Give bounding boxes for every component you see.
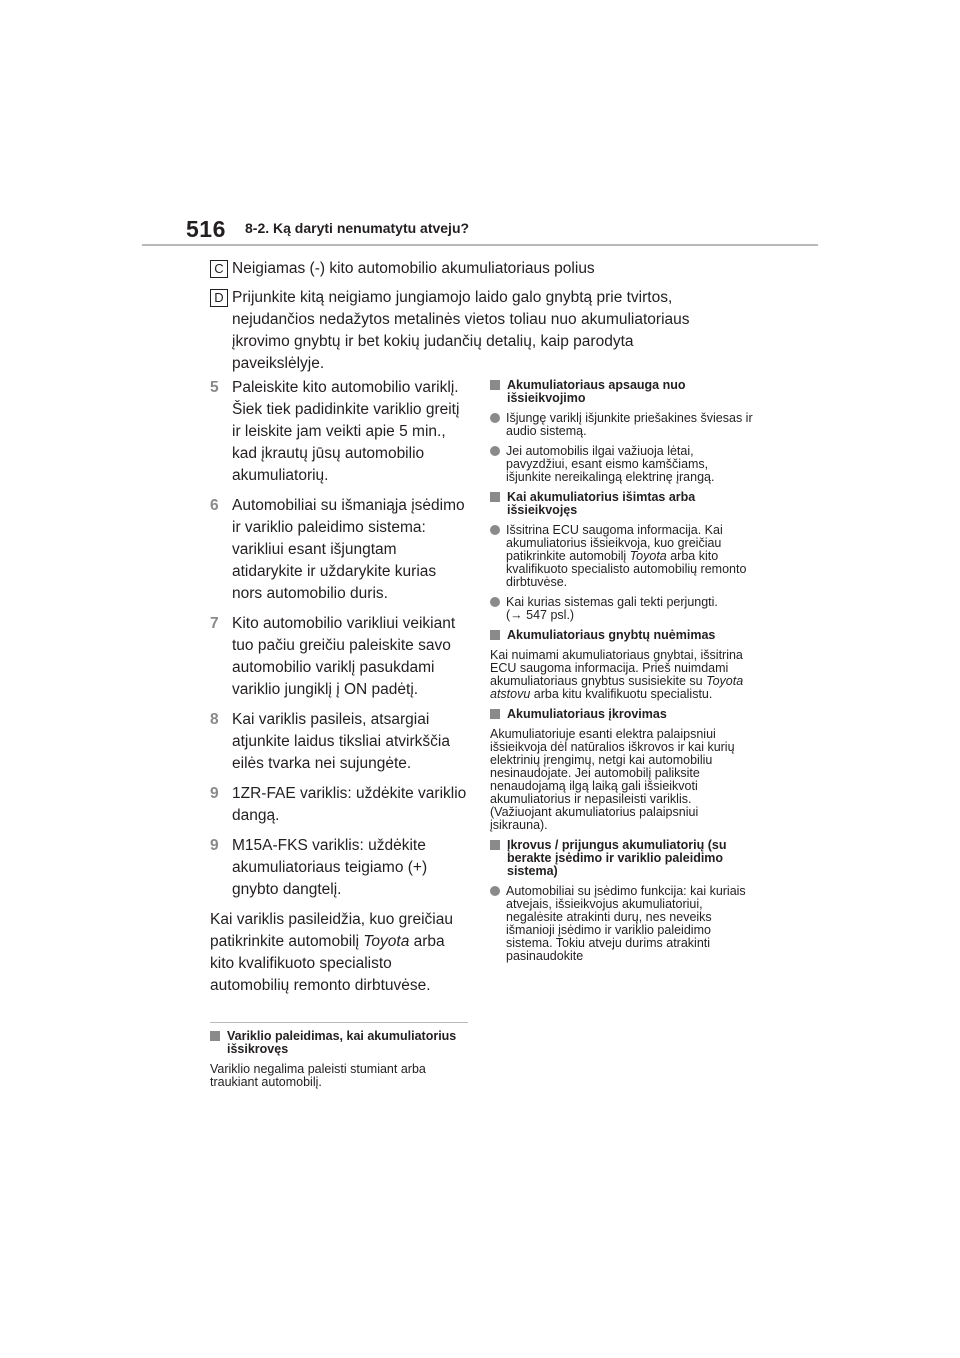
bullet-item: Išsitrina ECU saugoma informacija. Kai akumuliatorius išsieikvoja, kuo greičiau patikrinkite automobilį Toyota arba kito kvalifikuoto specialisto automobilių remonto dirbtuvėse. <box>490 524 755 589</box>
step-7 <box>210 613 470 701</box>
header-divider <box>142 244 818 246</box>
step-text: Paleiskite kito automobilio variklį. Šiek tiek padidinkite variklio greitį ir leiskite jam veikti apie 5 min., kad įkrautų jūsų automobilio akumuliatorių. <box>232 379 460 484</box>
bullet-item: Išjungę variklį išjunkite priešakines šviesas ir audio sistemą. <box>490 412 755 438</box>
note-engine-start <box>210 1030 470 1096</box>
square-bullet-icon <box>490 840 500 850</box>
closing-paragraph: Kai variklis pasileidžia, kuo greičiau patikrinkite automobilį Toyota arba kito kvalifikuoto specialisto automobilių remonto dirbtuvėse. <box>210 911 453 994</box>
step-5 <box>210 377 470 487</box>
square-bullet-icon <box>490 380 500 390</box>
step-text: Kai variklis pasileis, atsargiai atjunkite laidus tiksliai atvirkščia eilės tvarka nei sujungėte. <box>232 711 450 772</box>
step-text: 1ZR-FAE variklis: uždėkite variklio dangą. <box>232 785 467 824</box>
circle-bullet-icon <box>490 413 500 423</box>
note-text: Variklio negalima paleisti stumiant arba traukiant automobilį. <box>210 1062 426 1089</box>
page-number: 516 <box>186 216 226 242</box>
callout-text: Neigiamas (-) kito automobilio akumuliatoriaus polius <box>232 260 595 277</box>
step-6 <box>210 495 470 605</box>
heading-battery-protection: Akumuliatoriaus apsauga nuo išsieikvojimo <box>490 379 755 405</box>
circle-bullet-icon <box>490 597 500 607</box>
step-number: 9 <box>210 837 219 854</box>
callout-c <box>210 258 720 280</box>
step-number: 6 <box>210 497 219 514</box>
heading-terminal-removal: Akumuliatoriaus gnybtų nuėmimas <box>490 629 755 642</box>
step-number: 8 <box>210 711 219 728</box>
callout-label-box: C <box>210 260 228 278</box>
heading-battery-removed: Kai akumuliatorius išimtas arba išsieikvojęs <box>490 491 755 517</box>
circle-bullet-icon <box>490 886 500 896</box>
step-number: 7 <box>210 615 219 632</box>
square-bullet-icon <box>490 709 500 719</box>
square-bullet-icon <box>490 630 500 640</box>
right-column <box>490 379 755 970</box>
bullet-item: Kai kurias sistemas gali tekti perjungti. (→ 547 psl.) <box>490 596 755 622</box>
note-divider <box>210 1022 468 1023</box>
step-9-m15a <box>210 835 470 901</box>
step-number: 9 <box>210 785 219 802</box>
callout-label-box: D <box>210 289 228 307</box>
heading-battery-charging: Akumuliatoriaus įkrovimas <box>490 708 755 721</box>
callout-d <box>210 287 720 375</box>
callout-text: Prijunkite kitą neigiamo jungiamojo laido galo gnybtą prie tvirtos, nejudančios nedažytos metalinės vietos toliau nuo akumuliatoriaus įkrovimo gnybtų ir bet kokių judančių detalių, kaip parodyta paveikslėlyje. <box>232 289 690 372</box>
step-8 <box>210 709 470 775</box>
square-bullet-icon <box>210 1031 220 1041</box>
bullet-item: Automobiliai su įsėdimo funkcija: kai kuriais atvejais, išsieikvojus akumuliatoriui, negalėsite atrakinti durų, nes neveiks išmanioji įsėdimo ir variklio paleidimo sistema. Tokiu atveju durims atrakinti pasinaudokite <box>490 885 755 963</box>
step-number: 5 <box>210 379 219 396</box>
paragraph: Akumuliatoriuje esanti elektra palaipsniui išsieikvoja dėl natūralios iškrovos ir kai kurių elektrinių įrengimų, netgi kai automobiliu nesinaudojate. Jei automobilį paliksite nenaudojamą ilgą laiką gali išsieikvoti akumuliatorius ir nepasileisti variklis. (Važiuojant akumuliatorius palaipsniui įsikrauna). <box>490 727 735 832</box>
heading-after-recharge: Įkrovus / prijungus akumuliatorių (su berakte įsėdimo ir variklio paleidimo sistema) <box>490 839 755 878</box>
paragraph: Kai nuimami akumuliatoriaus gnybtai, išsitrina ECU saugoma informacija. Prieš nuimdami akumuliatoriaus gnybtus susisiekite su Toyota atstovu arba kitu kvalifikuotu specialistu. <box>490 648 744 701</box>
section-title: 8-2. Ką daryti nenumatytu atveju? <box>245 220 470 236</box>
step-text: Kito automobilio varikliui veikiant tuo pačiu greičiu paleiskite savo automobilio variklį pasukdami variklio jungiklį į ON padėtį. <box>232 615 456 698</box>
step-text: Automobiliai su išmaniąja įsėdimo ir variklio paleidimo sistema: varikliui esant išjungtam atidarykite ir uždarykite kurias nors automobilio duris. <box>232 497 465 602</box>
step-text: M15A-FKS variklis: uždėkite akumuliatoriaus teigiamo (+) gnybto dangtelį. <box>232 837 428 898</box>
circle-bullet-icon <box>490 446 500 456</box>
square-bullet-icon <box>490 492 500 502</box>
step-9-1zr <box>210 783 470 827</box>
note-heading: Variklio paleidimas, kai akumuliatorius išsikrovęs <box>210 1030 470 1056</box>
circle-bullet-icon <box>490 525 500 535</box>
left-column <box>210 377 470 997</box>
bullet-item: Jei automobilis ilgai važiuoja lėtai, pavyzdžiui, esant eismo kamščiams, išjunkite nereikalingą elektrinę įrangą. <box>490 445 755 484</box>
